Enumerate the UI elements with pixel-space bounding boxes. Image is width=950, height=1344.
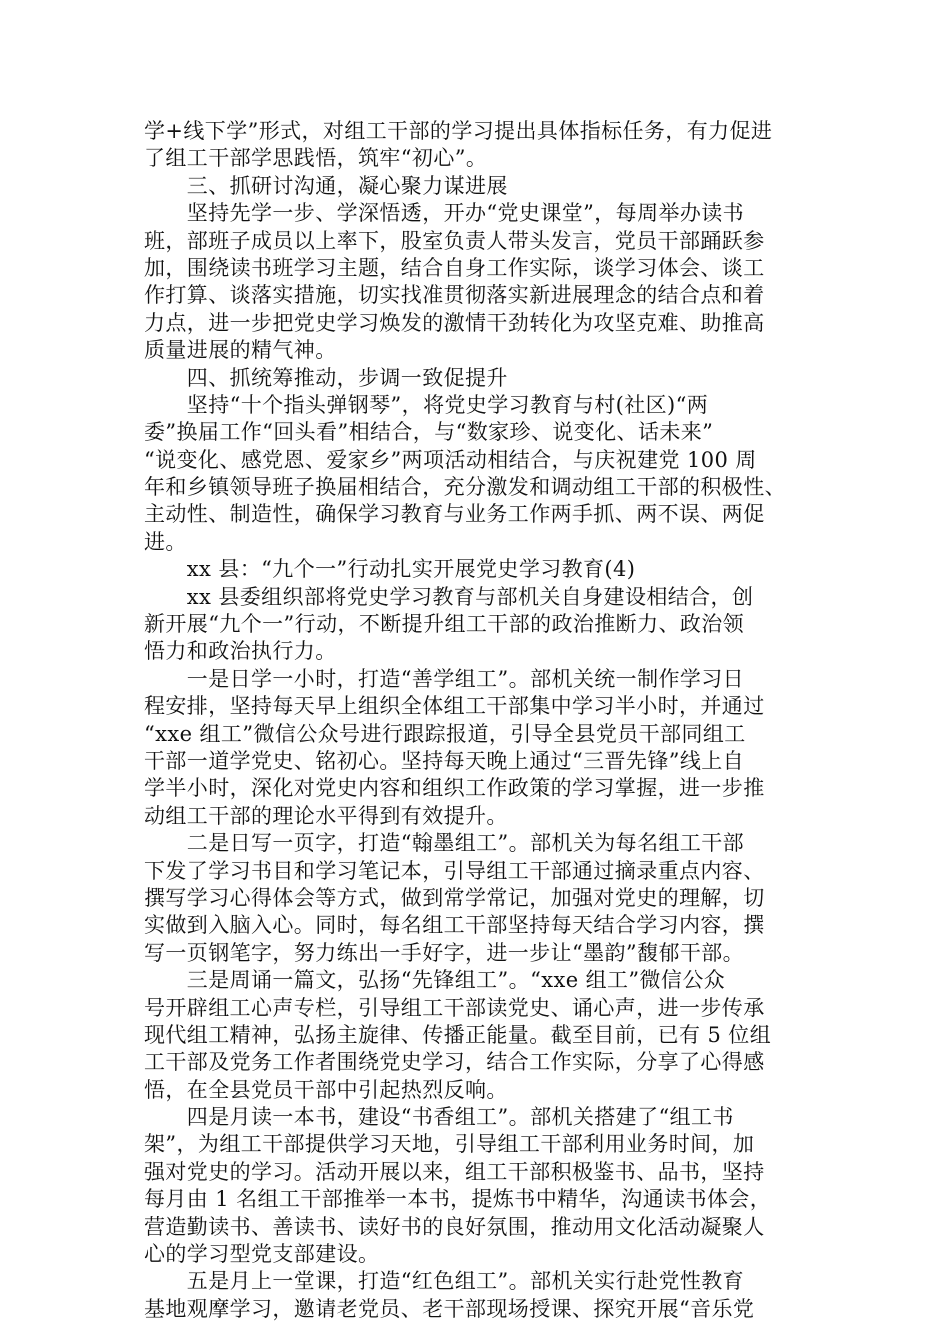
text-line: 年和乡镇领导班子换届相结合，充分激发和调动组工干部的积极性、 [144, 475, 786, 500]
text-line: 质量进展的精气神。 [144, 338, 337, 363]
text-line: “说变化、感党恩、爱家乡”两项活动相结合，与庆祝建党 100 周 [144, 447, 757, 472]
text-line: 营造勤读书、善读书、读好书的良好氛围，推动用文化活动凝聚人 [144, 1214, 765, 1239]
text-line: 悟，在全县党员干部中引起热烈反响。 [144, 1077, 508, 1102]
text-line: 架”，为组工干部提供学习天地，引导组工干部利用业务时间，加 [144, 1132, 755, 1157]
text-line: 学+线下学”形式，对组工干部的学习提出具体指标任务，有力促进 [144, 119, 773, 143]
text-line: 力点，进一步把党史学习焕发的激情干劲转化为攻坚克难、助推高 [144, 310, 765, 335]
text-line: 实做到入脑入心。同时，每名组工干部坚持每天结合学习内容，撰 [144, 913, 765, 938]
text-line: 每月由 1 名组工干部推举一本书，提炼书中精华，沟通读书体会， [144, 1187, 772, 1212]
text-line: 程安排，坚持每天早上组织全体组工干部集中学习半小时，并通过 [144, 694, 765, 719]
text-line: 班，部班子成员以上率下，股室负责人带头发言，党员干部踊跃参 [144, 228, 765, 253]
text-line: 学半小时，深化对党史内容和组织工作政策的学习掌握，进一步推 [144, 776, 765, 801]
text-line: 下发了学习书目和学习笔记本，引导组工干部通过摘录重点内容、 [144, 858, 765, 883]
text-line: 心的学习型党支部建设。 [144, 1242, 380, 1267]
text-line: 三是周诵一篇文，弘扬“先锋组工”。“xxe 组工”微信公众 [144, 968, 726, 993]
text-line: 撰写学习心得体会等方式，做到常学常记，加强对党史的理解，切 [144, 885, 765, 910]
text-line: xx 县委组织部将党史学习教育与部机关自身建设相结合，创 [144, 584, 754, 609]
article-title: xx 县：“九个一”行动扎实开展党史学习教育(4) [144, 557, 636, 582]
text-line: 坚持“十个指头弹钢琴”，将党史学习教育与村(社区)“两 [144, 392, 709, 417]
text-line: 加，围绕读书班学习主题，结合自身工作实际，谈学习体会、谈工 [144, 255, 765, 280]
text-line: 作打算、谈落实措施，切实找准贯彻落实新进展理念的结合点和着 [144, 283, 765, 308]
section-heading: 三、抓研讨沟通，凝心聚力谋进展 [144, 173, 508, 198]
text-line: 写一页钢笔字，努力练出一手好字，进一步让“墨韵”馥郁干部。 [144, 940, 745, 965]
text-line: “xxe 组工”微信公众号进行跟踪报道，引导全县党员干部同组工 [144, 721, 746, 746]
text-line: 五是月上一堂课，打造“红色组工”。部机关实行赴党性教育 [144, 1269, 745, 1294]
text-line: 了组工干部学思践悟，筑牢“初心”。 [144, 146, 488, 171]
text-line: 坚持先学一步、学深悟透，开办“党史课堂”，每周举办读书 [144, 201, 745, 226]
text-line: 动组工干部的理论水平得到有效提升。 [144, 803, 508, 828]
text-line: 进。 [144, 529, 187, 554]
text-line: 主动性、制造性，确保学习教育与业务工作两手抓、两不误、两促 [144, 502, 765, 527]
text-line: 二是日写一页字，打造“翰墨组工”。部机关为每名组工干部 [144, 831, 745, 856]
text-line: 委”换届工作“回头看”相结合，与“数家珍、说变化、话未来” [144, 420, 714, 445]
text-line: 号开辟组工心声专栏，引导组工干部读党史、诵心声，进一步传承 [144, 995, 765, 1020]
text-line: 四是月读一本书，建设“书香组工”。部机关搭建了“组工书 [144, 1105, 734, 1130]
document-page [144, 118, 824, 1323]
text-line: 一是日学一小时，打造“善学组工”。部机关统一制作学习日 [144, 666, 745, 691]
text-line: 新开展“九个一”行动，不断提升组工干部的政治推断力、政治领 [144, 612, 745, 637]
text-line: 干部一道学党史、铭初心。坚持每天晚上通过“三晋先锋”线上自 [144, 748, 745, 773]
text-line: 强对党史的学习。活动开展以来，组工干部积极鉴书、品书，坚持 [144, 1159, 765, 1184]
text-line: 工干部及党务工作者围绕党史学习，结合工作实际，分享了心得感 [144, 1050, 765, 1075]
text-line: 悟力和政治执行力。 [144, 639, 337, 664]
section-heading: 四、抓统筹推动，步调一致促提升 [144, 365, 508, 390]
text-line: 基地观摩学习，邀请老党员、老干部现场授课、探究开展“音乐党 [144, 1296, 755, 1321]
text-line: 现代组工精神，弘扬主旋律、传播正能量。截至目前，已有 5 位组 [144, 1022, 772, 1047]
